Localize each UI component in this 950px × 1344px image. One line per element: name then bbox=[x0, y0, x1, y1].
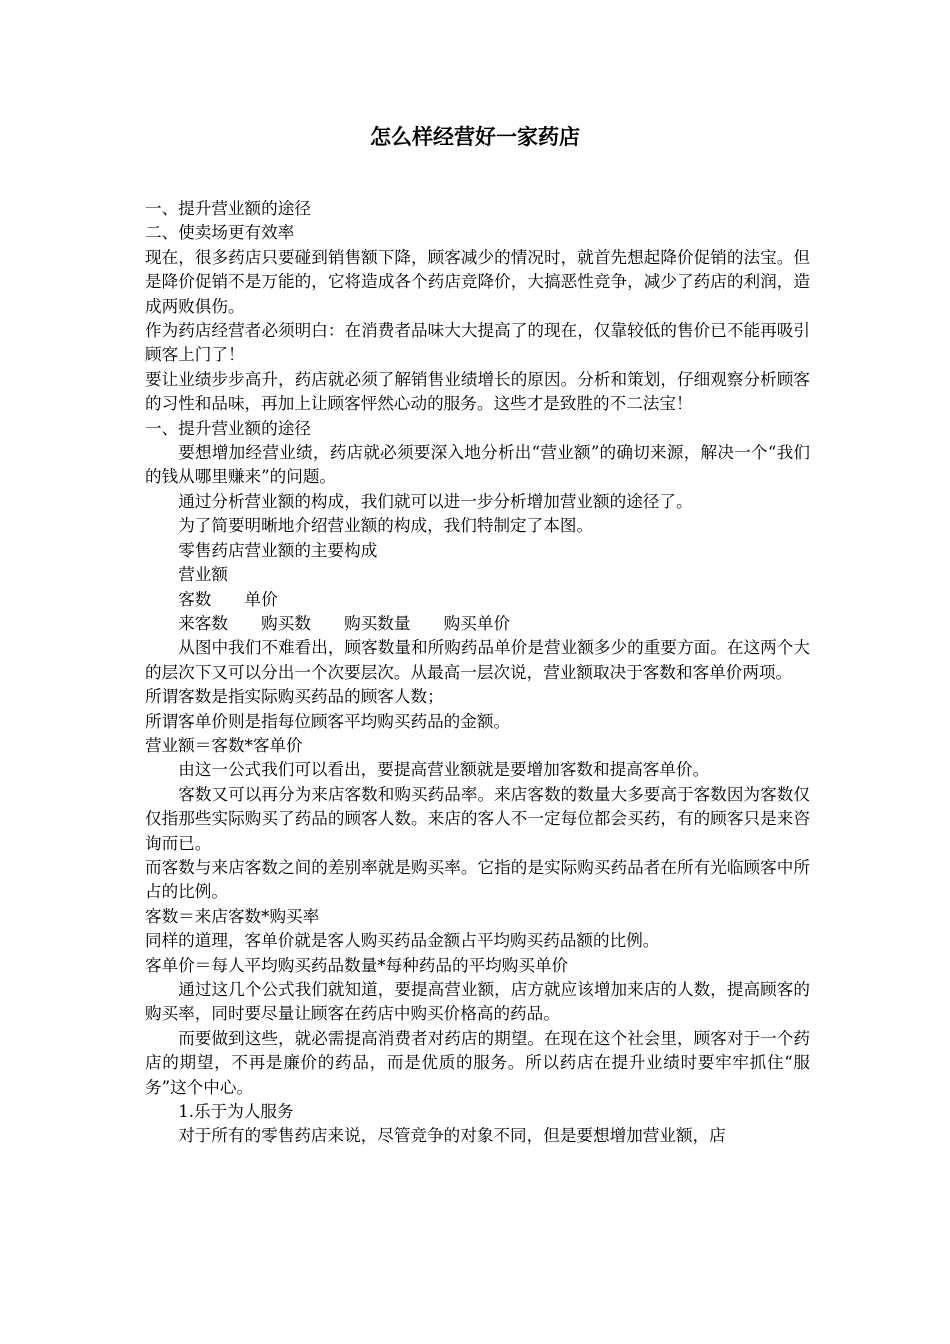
paragraph: 所谓客单价则是指每位顾客平均购买药品的金额。 bbox=[145, 711, 511, 731]
paragraph: 客数又可以再分为来店客数和购买药品率。来店客数的数量大多要高于客数因为客数仅仅指那些实际购买了药品的顾客人数。来店的客人不一定每位都会买药，有的顾客只是来咨询而已。 bbox=[145, 784, 810, 853]
paragraph: 一、提升营业额的途径 bbox=[145, 199, 311, 218]
paragraph: 为了简要明晰地介绍营业额的构成，我们特制定了本图。 bbox=[178, 516, 594, 536]
document-body bbox=[145, 197, 810, 1149]
paragraph: 客单价＝每人平均购买药品数量*每种药品的平均购买单价 bbox=[145, 955, 569, 975]
document-title: 怎么样经营好一家药店 bbox=[370, 124, 580, 149]
paragraph: 对于所有的零售药店来说，尽管竞争的对象不同，但是要想增加营业额，店 bbox=[178, 1126, 726, 1146]
paragraph: 营业额＝客数*客单价 bbox=[145, 735, 303, 755]
paragraph: 来客数 购买数 购买数量 购买单价 bbox=[178, 613, 511, 633]
paragraph: 通过这几个公式我们就知道，要提高营业额，店方就应该增加来店的人数，提高顾客的购买率，同时要尽量让顾客在药店中购买价格高的药品。 bbox=[145, 980, 810, 1024]
paragraph: 营业额 bbox=[178, 565, 228, 585]
paragraph: 从图中我们不难看出，顾客数量和所购药品单价是营业额多少的重要方面。在这两个大的层次下又可以分出一个次要层次。从最高一层次说，营业额取决于客数和客单价两项。 bbox=[145, 638, 810, 682]
paragraph: 一、提升营业额的途径 bbox=[145, 418, 311, 438]
paragraph: 作为药店经营者必须明白：在消费者品味大大提高了的现在，仅靠较低的售价已不能再吸引顾客上门了！ bbox=[145, 321, 810, 365]
paragraph: 客数 单价 bbox=[178, 589, 278, 609]
paragraph: 同样的道理，客单价就是客人购买药品金额占平均购买药品额的比例。 bbox=[145, 931, 660, 951]
paragraph: 现在，很多药店只要碰到销售额下降，顾客减少的情况时，就首先想起降价促销的法宝。但是降价促销不是万能的，它将造成各个药店竞降价，大搞恶性竞争，减少了药店的利润，造成两败俱伤。 bbox=[145, 247, 810, 316]
paragraph: 而要做到这些，就必需提高消费者对药店的期望。在现在这个社会里，顾客对于一个药店的期望，不再是廉价的药品，而是优质的服务。所以药店在提升业绩时要牢牢抓住“服务”这个中心。 bbox=[145, 1028, 810, 1097]
paragraph: 1.乐于为人服务 bbox=[178, 1102, 294, 1122]
paragraph: 而客数与来店客数之间的差别率就是购买率。它指的是实际购买药品者在所有光临顾客中所占的比例。 bbox=[145, 857, 810, 902]
paragraph: 由这一公式我们可以看出，要提高营业额就是要增加客数和提高客单价。 bbox=[178, 760, 710, 780]
paragraph: 所谓客数是指实际购买药品的顾客人数； bbox=[145, 687, 444, 707]
paragraph: 要让业绩步步高升，药店就必须了解销售业绩增长的原因。分析和策划，仔细观察分析顾客的习性和品味，再加上让顾客怦然心动的服务。这些才是致胜的不二法宝！ bbox=[145, 369, 810, 414]
paragraph: 零售药店营业额的主要构成 bbox=[178, 540, 378, 560]
paragraph: 通过分析营业额的构成，我们就可以进一步分析增加营业额的途径了。 bbox=[178, 491, 693, 511]
paragraph: 二、使卖场更有效率 bbox=[145, 223, 295, 243]
paragraph: 客数＝来店客数*购买率 bbox=[145, 906, 320, 926]
paragraph: 要想增加经营业绩，药店就必须要深入地分析出“营业额”的确切来源，解决一个“我们的钱从哪里赚来”的问题。 bbox=[145, 443, 810, 487]
